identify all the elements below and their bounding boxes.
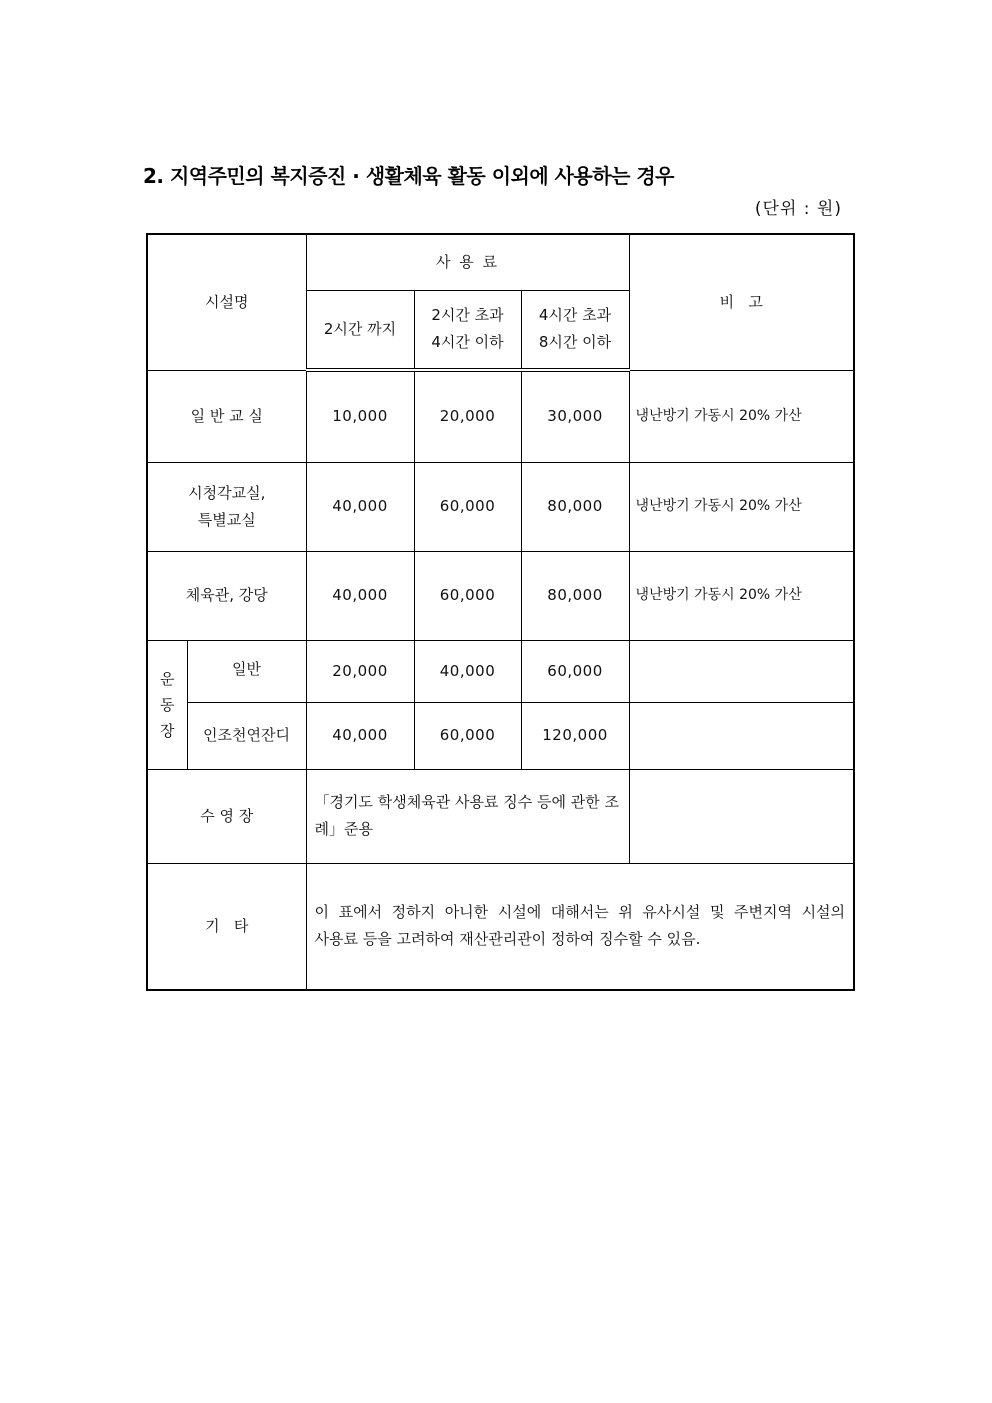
fee-cell: 30,000: [521, 370, 629, 462]
table-row: [147, 769, 854, 863]
fee-cell: 10,000: [306, 370, 414, 462]
facility-name: 수 영 장: [147, 769, 306, 863]
section-title: 2. 지역주민의 복지증진 · 생활체육 활동 이외에 사용하는 경우: [143, 164, 674, 188]
remarks-cell: [629, 769, 854, 863]
unit-label: (단위 : 원): [754, 199, 842, 219]
fee-cell: 80,000: [521, 551, 629, 640]
table-row: [147, 640, 854, 702]
fee-cell: 60,000: [414, 702, 521, 769]
table-row: [147, 863, 854, 990]
header-fee-group: 사 용 료: [306, 234, 629, 290]
table-row: [147, 702, 854, 769]
facility-name: 시청각교실, 특별교실: [147, 462, 306, 551]
fee-cell: 60,000: [414, 551, 521, 640]
header-fee-col-1: 2시간 까지: [306, 290, 414, 370]
other-facilities-text: 이 표에서 정하지 아니한 시설에 대해서는 위 유사시설 및 주변지역 시설의 사용료 등을 고려하여 재산관리관이 정하여 징수할 수 있음.: [306, 863, 854, 990]
facility-name: 일 반 교 실: [147, 370, 306, 462]
table-row: [147, 551, 854, 640]
fee-cell: 60,000: [414, 462, 521, 551]
facility-name: 기 타: [147, 863, 306, 990]
remarks-cell: 냉난방기 가동시 20% 가산: [629, 370, 854, 462]
facility-name: 일반: [187, 640, 306, 702]
fee-cell: 80,000: [521, 462, 629, 551]
header-row-1: [147, 234, 854, 290]
facility-name: 체육관, 강당: [147, 551, 306, 640]
fee-cell: 20,000: [306, 640, 414, 702]
remarks-cell: 냉난방기 가동시 20% 가산: [629, 551, 854, 640]
fee-table: [146, 233, 855, 991]
header-facility: 시설명: [147, 234, 306, 370]
fee-cell: 40,000: [306, 551, 414, 640]
fee-cell: 120,000: [521, 702, 629, 769]
header-fee-col-3: 4시간 초과 8시간 이하: [521, 290, 629, 370]
facility-name: 인조천연잔디: [187, 702, 306, 769]
table-row: [147, 370, 854, 462]
fee-cell: 40,000: [306, 462, 414, 551]
remarks-cell: [629, 640, 854, 702]
table-row: [147, 462, 854, 551]
pool-regulation-text: 「경기도 학생체육관 사용료 징수 등에 관한 조례」준용: [306, 769, 629, 863]
header-remarks: 비 고: [629, 234, 854, 370]
fee-cell: 60,000: [521, 640, 629, 702]
header-fee-col-2: 2시간 초과 4시간 이하: [414, 290, 521, 370]
fee-cell: 40,000: [306, 702, 414, 769]
remarks-cell: [629, 702, 854, 769]
fee-cell: 40,000: [414, 640, 521, 702]
fee-cell: 20,000: [414, 370, 521, 462]
remarks-cell: 냉난방기 가동시 20% 가산: [629, 462, 854, 551]
playground-group-label: 운 동 장: [147, 640, 187, 769]
